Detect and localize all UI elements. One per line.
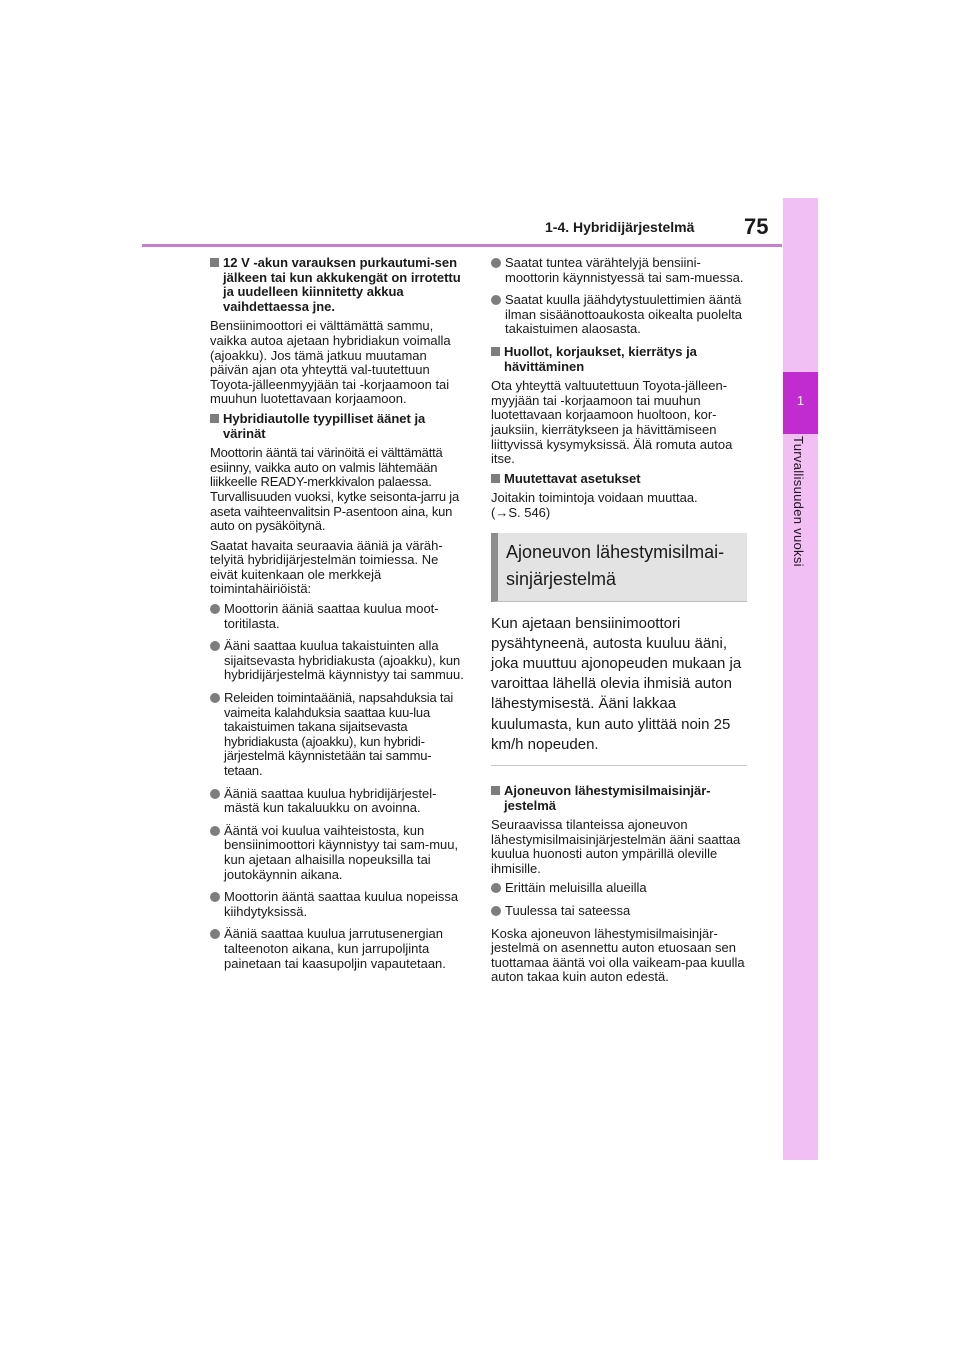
subheading: [491, 345, 747, 374]
list-item-text: Ääniä saattaa kuulua jarrutusenergian talteenoton aikana, kun jarrupoljinta painetaan tai kaasupoljin vapautetaan.: [224, 926, 446, 971]
round-bullet-icon: [210, 826, 220, 836]
paragraph: Ota yhteyttä valtuutettuun Toyota-jälleen-myyjään tai -korjaamoon tai muuhun luotettavaan korjaamoon huoltoon, kor-jauksiin, kierrätykseen ja hävittämiseen liittyvissä kysymyksissä. Älä romuta autoa itse.: [491, 378, 733, 467]
round-bullet-icon: [210, 693, 220, 703]
subheading-text: Ajoneuvon lähestymisilmaisinjär-jestelmä: [504, 782, 711, 813]
lead-paragraph: Kun ajetaan bensiinimoottori pysähtyneenä, autosta kuuluu ääni, joka muuttuu ajonopeuden mukaan ja varoittaa lähellä olevia ihmisiä auton lähestymisestä. Ääni lakkaa kuulumasta, kun auto ylittää noin 25 km/h nopeuden.: [491, 614, 747, 766]
round-bullet-icon: [210, 929, 220, 939]
round-bullet-icon: [210, 789, 220, 799]
subheading-text: Huollot, korjaukset, kierrätys ja hävittäminen: [504, 343, 697, 374]
list-item-text: Saatat tuntea värähtelyjä bensiini-moottorin käynnistyessä tai sam-muessa.: [505, 255, 744, 285]
header-rule: [142, 244, 782, 247]
section-title: Ajoneuvon lähestymisilmai-sinjärjestelmä: [506, 541, 725, 589]
list-item-text: Tuulessa tai sateessa: [505, 903, 631, 919]
page-reference-link[interactable]: (→S. 546): [491, 504, 551, 520]
list-item: [210, 890, 466, 919]
list-item-text: Saatat kuulla jäähdytystuulettimien ääntä ilman sisäänottoaukosta oikealta puolelta takaistuimen alaosasta.: [505, 292, 743, 337]
chapter-label: Turvallisuuden vuoksi: [791, 436, 806, 567]
paragraph: [491, 491, 747, 520]
round-bullet-icon: [491, 295, 501, 305]
list-item-text: Releiden toimintaääniä, napsahduksia tai vaimeita kalahduksia saattaa kuu-lua takaistuimen takana sijaitsevasta hybridiakusta (ajoakku), kun hybridi-järjestelmä käynnistetään tai sammu-tetaan.: [224, 690, 454, 778]
left-column: [210, 256, 466, 979]
round-bullet-icon: [491, 258, 501, 268]
chapter-number: 1: [796, 393, 805, 408]
list-item-text: Moottorin ääniä saattaa kuulua moot-toritilasta.: [224, 601, 439, 631]
list-item: [491, 904, 747, 919]
list-item: [210, 787, 466, 816]
subheading-text: 12 V -akun varauksen purkautumi-sen jälkeen tai kun akkukengät on irrotettu ja uudelleen kiinnitetty akkua vaihdettaessa jne.: [223, 255, 461, 314]
paragraph: Moottorin ääntä tai värinöitä ei välttämättä esiinny, vaikka auto on valmis lähtemään liikkeelle READY-merkkivalon palaessa. Turvallisuuden vuoksi, kytke seisonta-jarru ja aseta vaihteenvalitsin P-asentoon aina, kun auto on pysäköitynä.: [210, 445, 459, 534]
paragraph: Bensiinimoottori ei välttämättä sammu, vaikka autoa ajetaan hybridiakun voimalla (ajoakku). Jos tämä jatkuu muutaman päivän ajan ota yhteyttä val-tuutettuun Toyota-jälleenmyyjään tai -korjaamoon tai muuhun luotettavaan korjaamoon.: [210, 318, 451, 407]
list-item: [491, 256, 747, 285]
list-item: [491, 881, 747, 896]
list-item-text: Ääniä saattaa kuulua hybridijärjestel-mästä kun takaluukku on avoinna.: [224, 785, 437, 816]
subheading-text: Hybridiautolle tyypilliset äänet ja värinät: [223, 410, 426, 441]
list-item: [491, 293, 747, 337]
paragraph: Koska ajoneuvon lähestymisilmaisinjär-jestelmä on asennettu auton etuosaan sen tuottamaa ääntä voi olla vaikeam-paa kuulla auton takaa kuin auton edestä.: [491, 925, 745, 985]
list-item: [210, 639, 466, 683]
list-item-text: Moottorin ääntä saattaa kuulua nopeissa kiihdytyksissä.: [224, 889, 459, 919]
paragraph: Saatat havaita seuraavia ääniä ja väräh-telyitä hybridijärjestelmän toimiessa. Ne eivät kuitenkaan ole merkkejä toimintahäiriöistä:: [210, 537, 443, 597]
paragraph-text: Joitakin toimintoja voidaan muuttaa.: [491, 490, 698, 506]
list-item-text: Ääntä voi kuulua vaihteistosta, kun bensiinimoottori käynnistyy tai sam-muu, kun ajetaan alhaisilla nopeuksilla tai joutokäynnin aikana.: [224, 822, 459, 882]
subheading: [491, 472, 747, 487]
right-column: [491, 256, 747, 990]
square-bullet-icon: [491, 786, 500, 795]
list-item: [210, 691, 466, 779]
round-bullet-icon: [491, 906, 501, 916]
subheading-text: Muutettavat asetukset: [504, 470, 641, 486]
square-bullet-icon: [210, 414, 219, 423]
subheading: [210, 412, 466, 441]
page-header-title: 1-4. Hybridijärjestelmä: [545, 219, 695, 235]
section-heading-box: [491, 533, 747, 602]
list-item: [210, 824, 466, 882]
square-bullet-icon: [491, 347, 500, 356]
list-item: [210, 927, 466, 971]
list-item-text: Erittäin meluisilla alueilla: [505, 880, 647, 896]
chapter-side-tab: [783, 198, 818, 1160]
subheading: [491, 784, 747, 813]
round-bullet-icon: [210, 641, 220, 651]
square-bullet-icon: [210, 258, 219, 267]
round-bullet-icon: [210, 892, 220, 902]
round-bullet-icon: [210, 604, 220, 614]
square-bullet-icon: [491, 474, 500, 483]
page-number: 75: [744, 214, 769, 239]
list-item-text: Ääni saattaa kuulua takaistuinten alla sijaitsevasta hybridiakusta (ajoakku), kun hybridijärjestelmä käynnistyy tai sammuu.: [224, 638, 464, 683]
list-item: [210, 602, 466, 631]
paragraph: Seuraavissa tilanteissa ajoneuvon lähestymisilmaisinjärjestelmän ääni saattaa kuulua huonosti auton ympärillä oleville ihmisille.: [491, 817, 741, 876]
subheading: [210, 256, 466, 314]
round-bullet-icon: [491, 883, 501, 893]
